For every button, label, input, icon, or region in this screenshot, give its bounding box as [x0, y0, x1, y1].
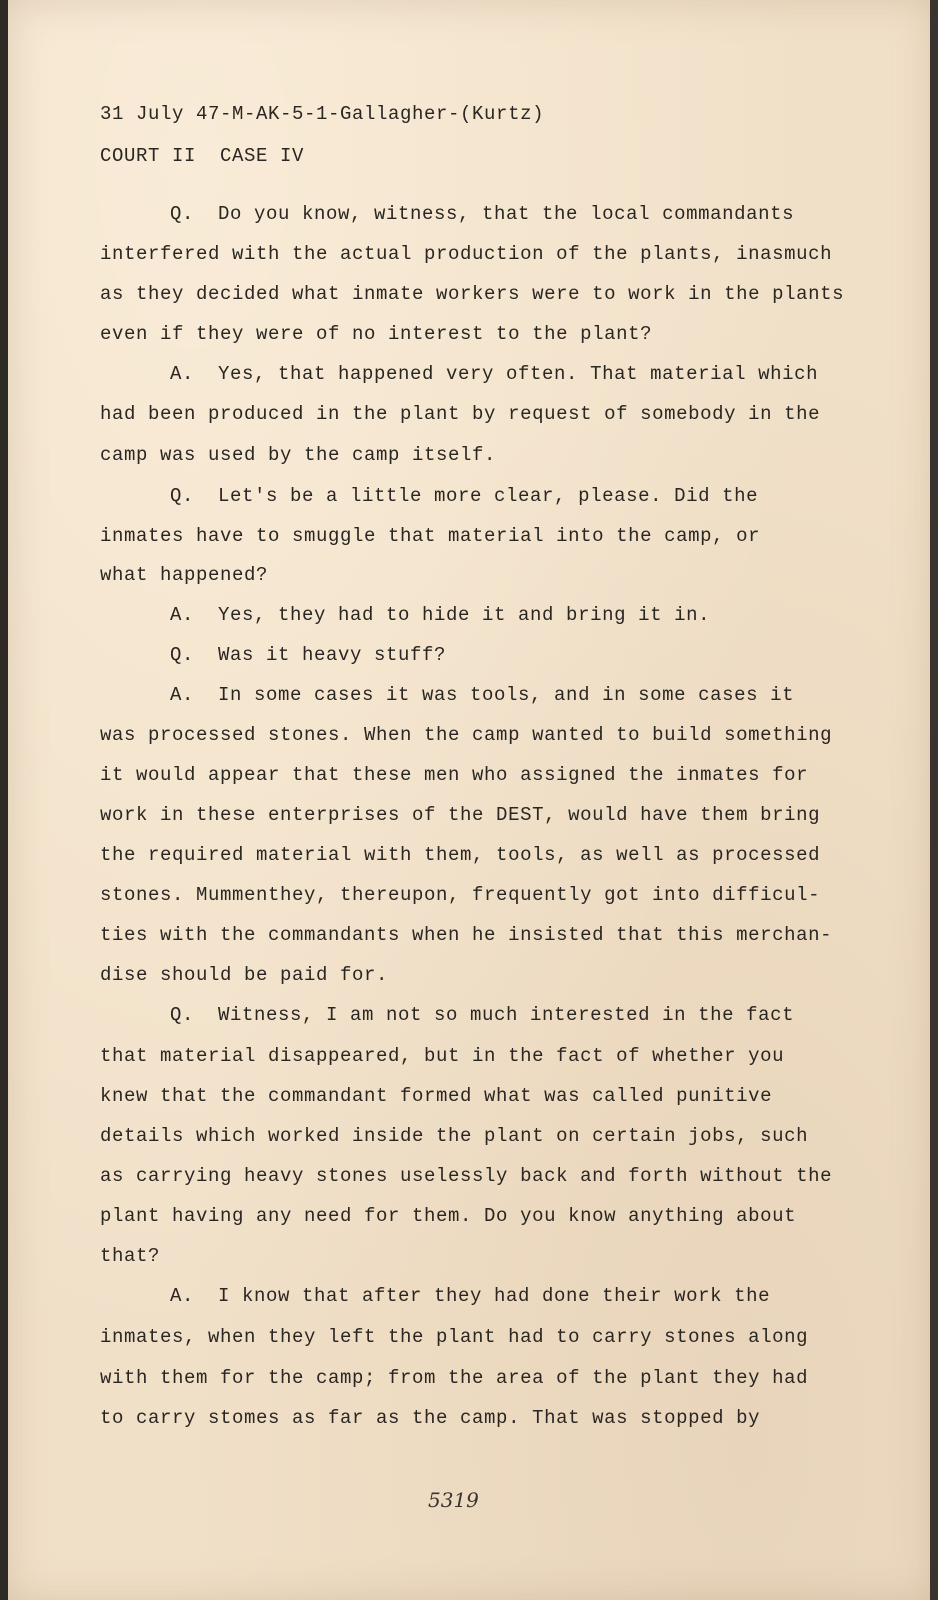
- body-line: with them for the camp; from the area of the plant they had: [100, 1367, 809, 1389]
- body-line: plant having any need for them. Do you know anything about: [100, 1205, 797, 1227]
- body-line: Q. Witness, I am not so much interested in the fact: [170, 1004, 795, 1026]
- document-page: [8, 0, 932, 1600]
- header-date-reference: 31 July 47-M-AK-5-1-Gallagher-(Kurtz): [100, 103, 545, 125]
- body-line: to carry stomes as far as the camp. That was stopped by: [100, 1407, 761, 1429]
- body-line: had been produced in the plant by request of somebody in the: [100, 403, 821, 425]
- body-line: A. Yes, they had to hide it and bring it in.: [170, 604, 711, 626]
- body-line: A. I know that after they had done their work the: [170, 1285, 771, 1307]
- page-number: 5319: [428, 1488, 479, 1512]
- body-line: camp was used by the camp itself.: [100, 444, 497, 466]
- body-line: it would appear that these men who assigned the inmates for: [100, 764, 809, 786]
- body-line: work in these enterprises of the DEST, would have them bring: [100, 804, 821, 826]
- body-line: interfered with the actual production of the plants, inasmuch: [100, 243, 833, 265]
- body-line: stones. Mummenthey, thereupon, frequently got into difficul-: [100, 884, 821, 906]
- body-line: knew that the commandant formed what was called punitive: [100, 1085, 773, 1107]
- body-line: details which worked inside the plant on certain jobs, such: [100, 1125, 809, 1147]
- body-line: A. In some cases it was tools, and in some cases it: [170, 684, 795, 706]
- body-line: inmates have to smuggle that material into the camp, or: [100, 525, 761, 547]
- body-line: dise should be paid for.: [100, 964, 389, 986]
- body-line: ties with the commandants when he insisted that this merchan-: [100, 924, 833, 946]
- body-line: what happened?: [100, 564, 269, 586]
- scan-border: [930, 0, 938, 1600]
- body-line: the required material with them, tools, as well as processed: [100, 844, 821, 866]
- body-line: A. Yes, that happened very often. That material which: [170, 363, 819, 385]
- body-line: was processed stones. When the camp wanted to build something: [100, 724, 833, 746]
- body-line: that material disappeared, but in the fact of whether you: [100, 1045, 785, 1067]
- body-line: as they decided what inmate workers were to work in the plants: [100, 283, 845, 305]
- body-line: Q. Do you know, witness, that the local commandants: [170, 203, 795, 225]
- body-line: Q. Let's be a little more clear, please. Did the: [170, 485, 759, 507]
- header-court-case: COURT II CASE IV: [100, 145, 305, 167]
- body-line: inmates, when they left the plant had to carry stones along: [100, 1326, 809, 1348]
- body-line: Q. Was it heavy stuff?: [170, 644, 447, 666]
- body-line: as carrying heavy stones uselessly back and forth without the: [100, 1165, 833, 1187]
- body-line: even if they were of no interest to the plant?: [100, 323, 653, 345]
- body-line: that?: [100, 1245, 161, 1267]
